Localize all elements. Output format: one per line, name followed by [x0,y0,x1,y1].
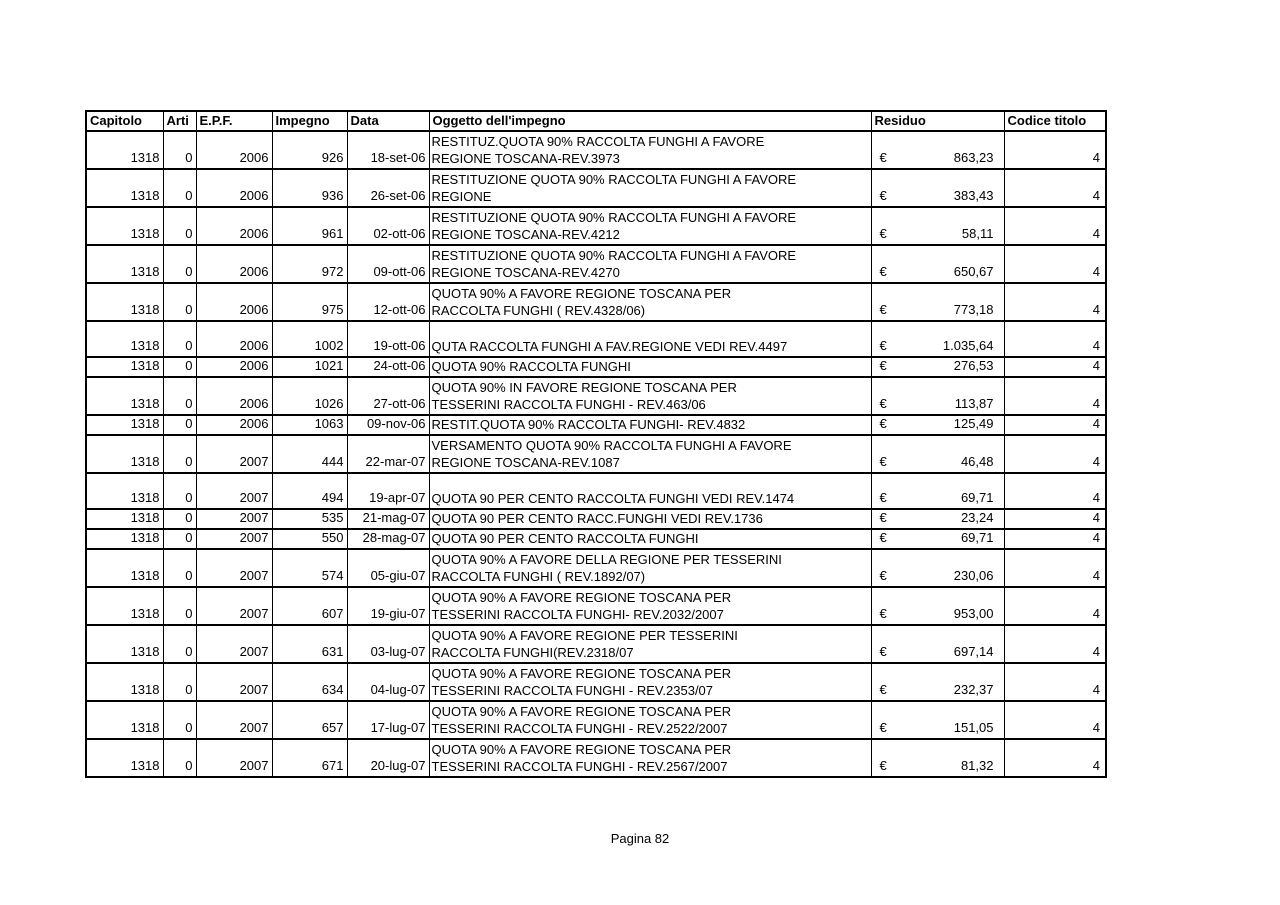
residuo-value [880,720,994,736]
cell-codice-titolo: 4 [1004,321,1106,357]
cell-impegno: 975 [272,283,347,321]
residuo-value [880,358,994,374]
cell-residuo [871,473,1004,509]
cell-epf: 2007 [196,435,272,473]
residuo-amount: 23,24 [960,510,994,525]
cell-epf: 2007 [196,663,272,701]
cell-arti: 0 [163,169,196,207]
cell-impegno: 926 [272,131,347,169]
cell-data: 21-mag-07 [347,509,429,529]
oggetto-line: TESSERINI RACCOLTA FUNGHI - REV.2567/2007 [431,759,728,774]
euro-symbol: € [879,226,887,241]
euro-symbol: € [879,150,887,165]
euro-symbol: € [879,644,887,659]
oggetto-line: QUOTA 90% A FAVORE REGIONE TOSCANA PER [431,704,732,719]
cell-residuo [871,415,1004,435]
euro-symbol: € [879,396,887,411]
cell-impegno: 1021 [272,357,347,377]
cell-arti: 0 [163,701,196,739]
oggetto-line: VERSAMENTO QUOTA 90% RACCOLTA FUNGHI A FAVORE [431,438,792,453]
cell-capitolo: 1318 [86,131,163,169]
table-row [86,245,1106,283]
residuo-value [880,568,994,584]
residuo-amount: 230,06 [953,568,994,583]
residuo-amount: 697,14 [953,644,994,659]
residuo-value [880,150,994,166]
cell-capitolo: 1318 [86,435,163,473]
euro-symbol: € [879,454,887,469]
cell-impegno: 574 [272,549,347,587]
cell-impegno: 550 [272,529,347,549]
cell-oggetto [429,435,871,473]
oggetto-line: QUOTA 90% RACCOLTA FUNGHI [431,359,631,374]
residuo-amount: 773,18 [953,302,994,317]
cell-arti: 0 [163,625,196,663]
cell-data: 28-mag-07 [347,529,429,549]
cell-residuo [871,377,1004,415]
cell-capitolo: 1318 [86,245,163,283]
table-row [86,549,1106,587]
cell-data: 12-ott-06 [347,283,429,321]
residuo-amount: 46,48 [960,454,994,469]
table-row [86,739,1106,777]
cell-impegno: 1002 [272,321,347,357]
residuo-amount: 151,05 [953,720,994,735]
residuo-amount: 69,71 [960,530,994,545]
euro-symbol: € [879,338,887,353]
oggetto-line: TESSERINI RACCOLTA FUNGHI - REV.463/06 [431,397,706,412]
cell-codice-titolo: 4 [1004,509,1106,529]
cell-capitolo: 1318 [86,377,163,415]
residuo-value [880,510,994,526]
residuo-value [880,682,994,698]
oggetto-line: RACCOLTA FUNGHI(REV.2318/07 [431,645,634,660]
cell-residuo [871,625,1004,663]
header-row [86,111,1106,131]
cell-data: 18-set-06 [347,131,429,169]
euro-symbol: € [879,264,887,279]
cell-data: 19-ott-06 [347,321,429,357]
cell-epf: 2007 [196,473,272,509]
cell-oggetto [429,509,871,529]
cell-arti: 0 [163,377,196,415]
residuo-amount: 69,71 [960,490,994,505]
cell-epf: 2007 [196,625,272,663]
cell-oggetto [429,207,871,245]
euro-symbol: € [879,490,887,505]
oggetto-line: TESSERINI RACCOLTA FUNGHI - REV.2353/07 [431,683,714,698]
table-body [86,131,1106,777]
cell-capitolo: 1318 [86,415,163,435]
cell-arti: 0 [163,435,196,473]
header-data: Data [347,111,429,131]
cell-residuo [871,701,1004,739]
cell-codice-titolo: 4 [1004,625,1106,663]
cell-data: 19-apr-07 [347,473,429,509]
cell-capitolo: 1318 [86,207,163,245]
cell-arti: 0 [163,473,196,509]
oggetto-line: TESSERINI RACCOLTA FUNGHI- REV.2032/2007 [431,607,724,622]
cell-residuo [871,169,1004,207]
euro-symbol: € [879,606,887,621]
cell-impegno: 631 [272,625,347,663]
residuo-amount: 81,32 [960,758,994,773]
cell-oggetto [429,625,871,663]
cell-data: 20-lug-07 [347,739,429,777]
oggetto-line: QUOTA 90% A FAVORE REGIONE TOSCANA PER [431,286,732,301]
table-row [86,509,1106,529]
cell-arti: 0 [163,549,196,587]
residuo-amount: 125,49 [953,416,994,431]
cell-arti: 0 [163,283,196,321]
cell-codice-titolo: 4 [1004,701,1106,739]
table-row [86,283,1106,321]
cell-epf: 2007 [196,739,272,777]
oggetto-line: REGIONE TOSCANA-REV.4212 [431,227,620,242]
cell-oggetto [429,169,871,207]
cell-oggetto [429,549,871,587]
cell-arti: 0 [163,207,196,245]
cell-capitolo: 1318 [86,663,163,701]
cell-arti: 0 [163,509,196,529]
cell-impegno: 634 [272,663,347,701]
oggetto-line: QUOTA 90 PER CENTO RACCOLTA FUNGHI [431,531,699,546]
cell-residuo [871,509,1004,529]
cell-data: 04-lug-07 [347,663,429,701]
cell-arti: 0 [163,131,196,169]
cell-arti: 0 [163,357,196,377]
oggetto-line: TESSERINI RACCOLTA FUNGHI - REV.2522/2007 [431,721,728,736]
cell-data: 05-giu-07 [347,549,429,587]
header-oggetto: Oggetto dell'impegno [429,111,871,131]
cell-epf: 2006 [196,169,272,207]
residuo-amount: 1.035,64 [942,338,994,353]
cell-impegno: 671 [272,739,347,777]
cell-residuo [871,663,1004,701]
cell-codice-titolo: 4 [1004,169,1106,207]
cell-epf: 2006 [196,245,272,283]
cell-epf: 2007 [196,509,272,529]
residuo-amount: 276,53 [953,358,994,373]
oggetto-line: RESTITUZIONE QUOTA 90% RACCOLTA FUNGHI A FAVORE [431,248,797,263]
cell-oggetto [429,283,871,321]
euro-symbol: € [879,358,887,373]
residuo-amount: 232,37 [953,682,994,697]
cell-data: 02-ott-06 [347,207,429,245]
cell-residuo [871,435,1004,473]
cell-codice-titolo: 4 [1004,473,1106,509]
cell-epf: 2006 [196,207,272,245]
cell-epf: 2007 [196,701,272,739]
cell-impegno: 444 [272,435,347,473]
header-capitolo: Capitolo [86,111,163,131]
oggetto-line: RACCOLTA FUNGHI ( REV.1892/07) [431,569,646,584]
cell-impegno: 535 [272,509,347,529]
cell-impegno: 657 [272,701,347,739]
residuo-amount: 383,43 [953,188,994,203]
cell-residuo [871,131,1004,169]
cell-epf: 2006 [196,131,272,169]
oggetto-line: QUOTA 90% IN FAVORE REGIONE TOSCANA PER [431,380,737,395]
residuo-value [880,644,994,660]
cell-epf: 2006 [196,357,272,377]
cell-data: 03-lug-07 [347,625,429,663]
cell-codice-titolo: 4 [1004,549,1106,587]
cell-impegno: 961 [272,207,347,245]
cell-epf: 2007 [196,529,272,549]
cell-codice-titolo: 4 [1004,415,1106,435]
cell-capitolo: 1318 [86,739,163,777]
cell-residuo [871,245,1004,283]
residuo-amount: 113,87 [954,396,994,411]
header-epf: E.P.F. [196,111,272,131]
oggetto-line: RACCOLTA FUNGHI ( REV.4328/06) [431,303,646,318]
residuo-value [880,530,994,546]
cell-codice-titolo: 4 [1004,377,1106,415]
cell-codice-titolo: 4 [1004,529,1106,549]
cell-epf: 2006 [196,415,272,435]
cell-epf: 2006 [196,321,272,357]
residuo-value [880,454,994,470]
cell-arti: 0 [163,663,196,701]
cell-capitolo: 1318 [86,701,163,739]
cell-residuo [871,549,1004,587]
cell-residuo [871,321,1004,357]
cell-capitolo: 1318 [86,169,163,207]
cell-capitolo: 1318 [86,357,163,377]
residuo-value [880,490,994,506]
cell-data: 22-mar-07 [347,435,429,473]
cell-codice-titolo: 4 [1004,357,1106,377]
cell-data: 26-set-06 [347,169,429,207]
table-row [86,473,1106,509]
cell-epf: 2007 [196,549,272,587]
cell-arti: 0 [163,415,196,435]
cell-codice-titolo: 4 [1004,663,1106,701]
euro-symbol: € [879,416,887,431]
cell-residuo [871,739,1004,777]
cell-oggetto [429,663,871,701]
cell-capitolo: 1318 [86,625,163,663]
cell-impegno: 1063 [272,415,347,435]
cell-codice-titolo: 4 [1004,435,1106,473]
cell-data: 27-ott-06 [347,377,429,415]
header-codice-titolo: Codice titolo [1004,111,1106,131]
cell-residuo [871,587,1004,625]
cell-capitolo: 1318 [86,283,163,321]
table-row [86,701,1106,739]
euro-symbol: € [879,188,887,203]
residuo-value [880,416,994,432]
cell-oggetto [429,245,871,283]
cell-oggetto [429,701,871,739]
euro-symbol: € [879,302,887,317]
cell-capitolo: 1318 [86,549,163,587]
oggetto-line: RESTITUZIONE QUOTA 90% RACCOLTA FUNGHI A FAVORE [431,172,797,187]
cell-impegno: 1026 [272,377,347,415]
oggetto-line: REGIONE [431,189,492,204]
cell-arti: 0 [163,321,196,357]
euro-symbol: € [879,568,887,583]
residuo-amount: 58,11 [961,226,994,241]
cell-residuo [871,357,1004,377]
cell-capitolo: 1318 [86,509,163,529]
euro-symbol: € [879,758,887,773]
oggetto-line: QUOTA 90 PER CENTO RACC.FUNGHI VEDI REV.1736 [431,511,763,526]
euro-symbol: € [879,510,887,525]
euro-symbol: € [879,530,887,545]
residuo-value [880,226,994,242]
cell-data: 17-lug-07 [347,701,429,739]
cell-oggetto [429,357,871,377]
table-row [86,587,1106,625]
cell-oggetto [429,473,871,509]
cell-residuo [871,283,1004,321]
cell-residuo [871,529,1004,549]
cell-oggetto [429,131,871,169]
residuo-value [880,338,994,354]
cell-residuo [871,207,1004,245]
table-row [86,357,1106,377]
table-row [86,663,1106,701]
cell-oggetto [429,415,871,435]
residuo-value [880,758,994,774]
table-row [86,377,1106,415]
cell-arti: 0 [163,739,196,777]
oggetto-line: REGIONE TOSCANA-REV.1087 [431,455,620,470]
table-row [86,415,1106,435]
cell-impegno: 936 [272,169,347,207]
cell-capitolo: 1318 [86,321,163,357]
cell-codice-titolo: 4 [1004,283,1106,321]
cell-arti: 0 [163,529,196,549]
table-row [86,625,1106,663]
cell-codice-titolo: 4 [1004,587,1106,625]
cell-arti: 0 [163,245,196,283]
oggetto-line: QUOTA 90% A FAVORE REGIONE PER TESSERINI [431,628,738,643]
header-impegno: Impegno [272,111,347,131]
cell-data: 09-ott-06 [347,245,429,283]
residuo-value [880,302,994,318]
header-residuo: Residuo [871,111,1004,131]
oggetto-line: QUOTA 90 PER CENTO RACCOLTA FUNGHI VEDI REV.1474 [431,491,795,506]
cell-capitolo: 1318 [86,587,163,625]
residuo-amount: 650,67 [953,264,994,279]
cell-oggetto [429,739,871,777]
euro-symbol: € [879,720,887,735]
oggetto-line: QUOTA 90% A FAVORE REGIONE TOSCANA PER [431,742,732,757]
page-number: Pagina 82 [610,831,670,846]
oggetto-line: RESTITUZIONE QUOTA 90% RACCOLTA FUNGHI A FAVORE [431,210,797,225]
cell-oggetto [429,377,871,415]
impegni-table [85,110,1107,778]
oggetto-line: REGIONE TOSCANA-REV.3973 [431,151,620,166]
residuo-value [880,188,994,204]
residuo-value [880,396,994,412]
table-row [86,207,1106,245]
oggetto-line: QUOTA 90% A FAVORE DELLA REGIONE PER TESSERINI [431,552,782,567]
cell-impegno: 607 [272,587,347,625]
table-row [86,435,1106,473]
cell-codice-titolo: 4 [1004,245,1106,283]
euro-symbol: € [879,682,887,697]
cell-arti: 0 [163,587,196,625]
header-arti: Arti [163,111,196,131]
residuo-amount: 863,23 [953,150,994,165]
cell-impegno: 972 [272,245,347,283]
table-row [86,321,1106,357]
residuo-amount: 953,00 [953,606,994,621]
cell-data: 09-nov-06 [347,415,429,435]
oggetto-line: QUOTA 90% A FAVORE REGIONE TOSCANA PER [431,590,732,605]
cell-epf: 2007 [196,587,272,625]
cell-codice-titolo: 4 [1004,207,1106,245]
table-row [86,131,1106,169]
cell-codice-titolo: 4 [1004,131,1106,169]
cell-capitolo: 1318 [86,529,163,549]
cell-oggetto [429,587,871,625]
cell-data: 19-giu-07 [347,587,429,625]
cell-epf: 2006 [196,283,272,321]
cell-oggetto [429,321,871,357]
table-row [86,529,1106,549]
residuo-value [880,264,994,280]
cell-epf: 2006 [196,377,272,415]
oggetto-line: QUOTA 90% A FAVORE REGIONE TOSCANA PER [431,666,732,681]
oggetto-line: QUTA RACCOLTA FUNGHI A FAV.REGIONE VEDI REV.4497 [431,339,788,354]
cell-capitolo: 1318 [86,473,163,509]
cell-data: 24-ott-06 [347,357,429,377]
oggetto-line: RESTITUZ.QUOTA 90% RACCOLTA FUNGHI A FAVORE [431,134,765,149]
oggetto-line: RESTIT.QUOTA 90% RACCOLTA FUNGHI- REV.4832 [431,417,746,432]
cell-impegno: 494 [272,473,347,509]
oggetto-line: REGIONE TOSCANA-REV.4270 [431,265,620,280]
residuo-value [880,606,994,622]
table-row [86,169,1106,207]
cell-oggetto [429,529,871,549]
cell-codice-titolo: 4 [1004,739,1106,777]
